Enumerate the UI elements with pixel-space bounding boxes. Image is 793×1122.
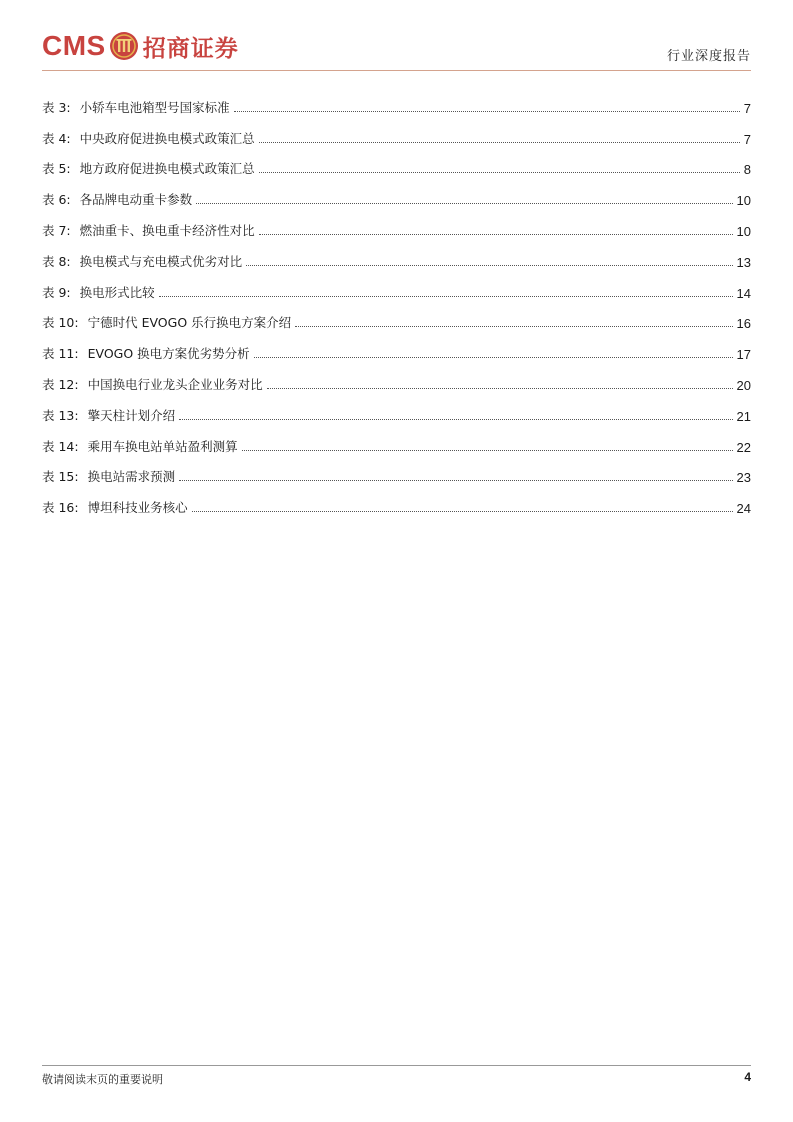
toc-number: 表 13:	[42, 407, 79, 423]
toc-number: 表 8:	[42, 253, 71, 269]
toc-leader	[254, 357, 733, 358]
toc-page: 10	[736, 223, 751, 239]
toc-leader	[242, 450, 733, 451]
toc-row[interactable]	[42, 147, 751, 178]
toc-leader	[192, 511, 733, 512]
table-of-contents	[42, 85, 751, 516]
toc-page: 10	[736, 193, 751, 209]
toc-leader	[259, 172, 740, 173]
report-type: 行业深度报告	[666, 49, 751, 64]
toc-leader	[179, 480, 732, 481]
toc-number: 表 10:	[42, 315, 79, 331]
toc-number: 表 5:	[42, 161, 71, 177]
toc-row[interactable]	[42, 85, 751, 116]
toc-page: 17	[736, 347, 751, 363]
toc-number: 表 6:	[42, 192, 71, 208]
toc-number: 表 16:	[42, 500, 79, 516]
toc-leader	[267, 388, 733, 389]
logo-emblem-icon	[109, 31, 139, 61]
toc-leader	[234, 111, 740, 112]
toc-number: 表 9:	[42, 284, 71, 300]
page-number: 4	[744, 1070, 751, 1084]
toc-title: 博坦科技业务核心	[87, 500, 188, 516]
toc-page: 21	[736, 408, 751, 424]
logo-cms-text: CMS	[42, 30, 106, 61]
toc-title: 燃油重卡、换电重卡经济性对比	[79, 222, 255, 238]
toc-leader	[159, 296, 733, 297]
toc-page: 13	[736, 254, 751, 270]
toc-page: 7	[743, 131, 751, 147]
toc-title: 宁德时代 EVOGO 乐行换电方案介绍	[87, 315, 292, 331]
toc-page: 16	[736, 316, 751, 332]
toc-page: 8	[743, 162, 751, 178]
toc-leader	[259, 234, 733, 235]
toc-title: 各品牌电动重卡参数	[79, 192, 193, 208]
toc-row[interactable]	[42, 393, 751, 424]
toc-number: 表 12:	[42, 376, 79, 392]
toc-page: 7	[743, 100, 751, 116]
toc-number: 表 3:	[42, 99, 71, 115]
toc-number: 表 4:	[42, 130, 71, 146]
footer-divider	[42, 1065, 751, 1066]
toc-title: 换电站需求预测	[87, 469, 176, 485]
toc-number: 表 14:	[42, 438, 79, 454]
toc-number: 表 7:	[42, 222, 71, 238]
toc-row[interactable]	[42, 331, 751, 362]
toc-row[interactable]	[42, 301, 751, 332]
toc-leader	[246, 265, 732, 266]
toc-row[interactable]	[42, 177, 751, 208]
toc-row[interactable]	[42, 239, 751, 270]
toc-title: 地方政府促进换电模式政策汇总	[79, 161, 255, 177]
toc-number: 表 15:	[42, 469, 79, 485]
toc-title: 乘用车换电站单站盈利测算	[87, 438, 238, 454]
toc-row[interactable]	[42, 208, 751, 239]
toc-title: EVOGO 换电方案优劣势分析	[87, 346, 250, 362]
toc-row[interactable]	[42, 424, 751, 455]
toc-leader	[295, 326, 732, 327]
toc-row[interactable]	[42, 485, 751, 516]
toc-row[interactable]	[42, 270, 751, 301]
toc-leader	[179, 419, 732, 420]
toc-page: 23	[736, 470, 751, 486]
toc-title: 小轿车电池箱型号国家标准	[79, 99, 230, 115]
toc-title: 擎天柱计划介绍	[87, 407, 176, 423]
toc-title: 换电形式比较	[79, 284, 155, 300]
toc-page: 20	[736, 377, 751, 393]
toc-title: 中国换电行业龙头企业业务对比	[87, 376, 263, 392]
toc-row[interactable]	[42, 116, 751, 147]
toc-page: 22	[736, 439, 751, 455]
footer-notice: 敬请阅读末页的重要说明	[42, 1073, 163, 1086]
toc-title: 中央政府促进换电模式政策汇总	[79, 130, 255, 146]
header-divider	[42, 70, 751, 71]
company-logo	[42, 28, 239, 64]
toc-number: 表 11:	[42, 346, 79, 362]
toc-leader	[196, 203, 732, 204]
toc-row[interactable]	[42, 362, 751, 393]
toc-row[interactable]	[42, 455, 751, 486]
toc-title: 换电模式与充电模式优劣对比	[79, 253, 243, 269]
toc-page: 14	[736, 285, 751, 301]
toc-page: 24	[736, 501, 751, 517]
toc-leader	[259, 142, 740, 143]
page-header	[42, 26, 751, 68]
logo-cn-text: 招商证券	[142, 35, 239, 62]
